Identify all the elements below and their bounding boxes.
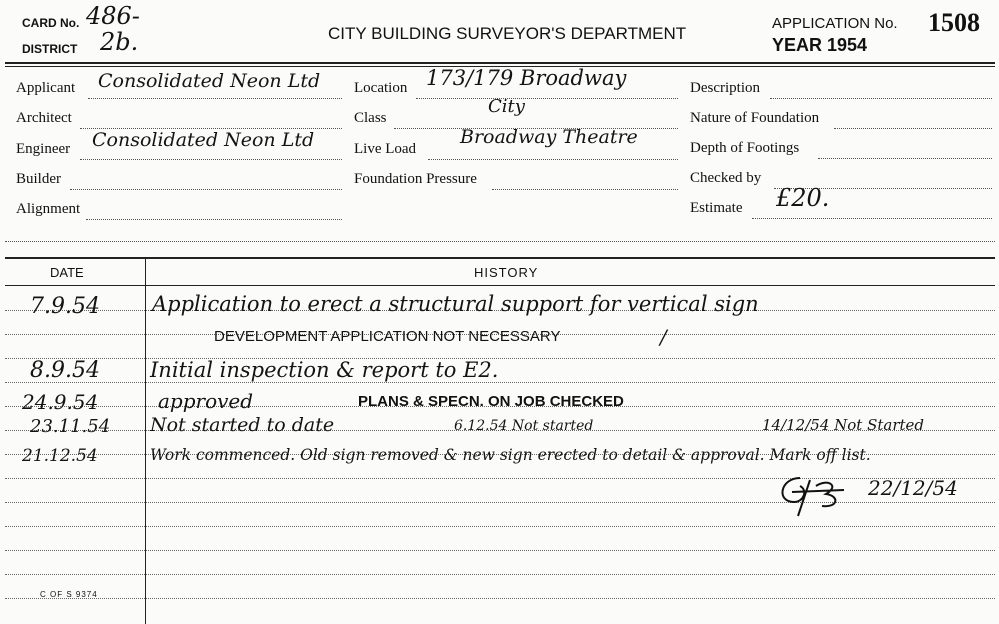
foundation-pressure-label: Foundation Pressure — [354, 171, 477, 187]
application-no-value: 1508 — [928, 8, 980, 37]
engineer-line — [80, 159, 342, 160]
description-line — [770, 98, 992, 99]
depth-of-footings-line — [818, 158, 992, 159]
history-row-line — [5, 598, 995, 599]
application-no-label: APPLICATION No. — [772, 15, 898, 32]
history-entry: 6.12.54 Not started — [454, 418, 594, 434]
history-mark: / — [660, 325, 667, 349]
history-stamp: DEVELOPMENT APPLICATION NOT NECESSARY — [214, 328, 561, 345]
history-entry: 14/12/54 Not Started — [762, 416, 925, 434]
applicant-value: Consolidated Neon Ltd — [98, 70, 321, 92]
engineer-value: Consolidated Neon Ltd — [92, 129, 315, 151]
year-label: YEAR 1954 — [772, 35, 868, 55]
date-header: DATE — [50, 265, 84, 280]
alignment-label: Alignment — [16, 201, 81, 217]
location-value: 173/179 Broadway — [426, 66, 627, 90]
nature-of-foundation-label: Nature of Foundation — [690, 110, 820, 126]
alignment-line — [86, 219, 342, 220]
estimate-value: £20. — [776, 184, 830, 212]
history-date: 21.12.54 — [22, 446, 98, 466]
district-value: 2b. — [100, 28, 139, 56]
history-row-line — [5, 550, 995, 551]
location-label: Location — [354, 80, 408, 96]
live-load-label: Live Load — [354, 141, 417, 157]
history-top-rule — [5, 257, 995, 259]
live-load-value: Broadway Theatre — [460, 126, 638, 148]
history-entry: approved — [158, 389, 254, 413]
applicant-label: Applicant — [16, 80, 76, 96]
history-row-line — [5, 526, 995, 527]
estimate-line — [752, 218, 992, 219]
live-load-line — [428, 159, 678, 160]
top-rule — [5, 62, 995, 64]
history-entry: Application to erect a structural support for vertical sign — [152, 292, 759, 316]
district-label: DISTRICT — [22, 42, 78, 56]
history-stamp: PLANS & SPECN. ON JOB CHECKED — [358, 393, 624, 410]
signature-date: 22/12/54 — [868, 476, 958, 500]
history-header-rule — [5, 285, 995, 286]
date-column-divider — [145, 257, 146, 624]
history-header: HISTORY — [474, 265, 539, 280]
history-entry: Initial inspection & report to E2. — [150, 358, 499, 382]
class-value: City — [488, 96, 525, 117]
department-title: CITY BUILDING SURVEYOR'S DEPARTMENT — [328, 24, 687, 43]
location-line — [416, 98, 678, 99]
builder-label: Builder — [16, 171, 61, 187]
engineer-label: Engineer — [16, 141, 71, 157]
builder-line — [70, 189, 342, 190]
history-entry: Work commenced. Old sign removed & new sign erected to detail & approval. Mark off list. — [150, 446, 871, 464]
nature-of-foundation-line — [834, 128, 992, 129]
signature-image — [770, 472, 860, 522]
checked-by-label: Checked by — [690, 170, 762, 186]
form-code: C OF S 9374 — [40, 590, 98, 599]
class-label: Class — [354, 110, 387, 126]
estimate-label: Estimate — [690, 200, 743, 216]
applicant-line — [88, 98, 342, 99]
history-date: 24.9.54 — [22, 390, 99, 414]
history-row-line — [5, 574, 995, 575]
history-date: 23.11.54 — [30, 416, 111, 437]
card-no-value: 486- — [86, 2, 140, 30]
card-no-label: CARD No. — [22, 16, 80, 30]
history-entry: Not started to date — [150, 414, 335, 436]
description-label: Description — [690, 80, 760, 96]
history-row-line — [5, 382, 995, 383]
fields-bottom-line — [5, 241, 995, 242]
history-date: 7.9.54 — [30, 294, 100, 319]
architect-label: Architect — [16, 110, 72, 126]
history-date: 8.9.54 — [30, 358, 100, 383]
depth-of-footings-label: Depth of Footings — [690, 140, 800, 156]
foundation-pressure-line — [492, 189, 678, 190]
